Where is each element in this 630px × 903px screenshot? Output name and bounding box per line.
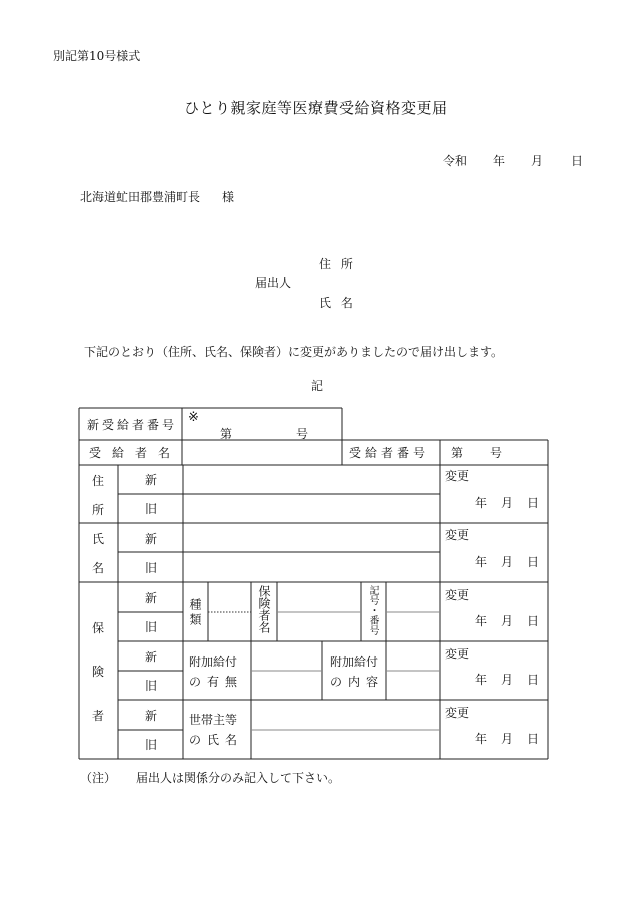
insurer-ymd-year-3: 年 [475, 732, 488, 746]
address-new-label: 新 [145, 473, 158, 487]
address-label-1: 住 [92, 474, 105, 488]
supplement-new-label: 新 [145, 650, 158, 664]
note-text: 届出人は関係分のみ記入して下さい。 [136, 771, 341, 785]
page-title: ひとり親家庭等医療費受給資格変更届 [184, 99, 448, 117]
name-ymd-month: 月 [501, 555, 514, 569]
applicant-name-label: 氏 名 [319, 296, 353, 310]
code-number-field[interactable] [387, 583, 439, 640]
household-new-label: 新 [145, 709, 158, 723]
recipient-number-label: 受給者番号 [349, 446, 430, 460]
insurer-label-1: 保 [92, 621, 105, 635]
address-new-field[interactable] [184, 466, 439, 493]
supplement-content-label-2: の内容 [330, 675, 385, 689]
insurer-ymd-day-1: 日 [527, 614, 540, 628]
number-dai: 第 [220, 427, 233, 441]
supplement-old-label: 旧 [145, 679, 158, 693]
kome-mark: ※ [188, 410, 199, 425]
household-head-new-field[interactable] [252, 701, 439, 729]
insurer-old-label: 旧 [145, 620, 158, 634]
supplement-content-label-1: 附加給付 [330, 655, 379, 669]
insurer-ymd-month-1: 月 [501, 614, 514, 628]
address-ymd-month: 月 [501, 496, 514, 510]
name-ymd-year: 年 [475, 555, 488, 569]
insurer-label-2: 険 [92, 665, 105, 679]
insurer-name-field[interactable] [278, 583, 360, 640]
name-old-field[interactable] [184, 553, 439, 581]
insurer-ymd-day-2: 日 [527, 673, 540, 687]
date-day: 日 [571, 154, 584, 168]
kind-field[interactable] [209, 583, 250, 640]
insurer-ymd-month-2: 月 [501, 673, 514, 687]
recipient-name-field[interactable] [184, 442, 340, 464]
kind-label: 種類 [188, 598, 202, 628]
insurer-henko-1: 変更 [445, 588, 470, 602]
address-label-2: 所 [92, 503, 105, 517]
insurer-ymd-month-3: 月 [501, 732, 514, 746]
number-go: 号 [296, 427, 309, 441]
household-head-label-2: の氏名 [189, 733, 244, 747]
new-recipient-number-field[interactable] [230, 420, 290, 438]
form-number: 別記第10号様式 [53, 49, 141, 63]
applicant-label: 届出人 [255, 276, 292, 290]
code-number-label: 記号・番号 [367, 585, 378, 635]
insurer-ymd-year-2: 年 [475, 673, 488, 687]
name-new-field[interactable] [184, 524, 439, 551]
address-ymd-year: 年 [475, 496, 488, 510]
insurer-henko-3: 変更 [445, 706, 470, 720]
name-ymd-day: 日 [527, 555, 540, 569]
household-head-label-1: 世帯主等 [189, 713, 238, 727]
addressee-honorific: 様 [222, 190, 235, 204]
address-henko: 変更 [445, 469, 470, 483]
insurer-new-label: 新 [145, 591, 158, 605]
address-ymd-day: 日 [527, 496, 540, 510]
addressee-name: 北海道虻田郡豊浦町長 [80, 190, 201, 204]
insurer-ymd-day-3: 日 [527, 732, 540, 746]
supplement-presence-label-2: の有無 [189, 675, 244, 689]
recipient-number-go: 号 [490, 446, 503, 460]
name-label-1: 氏 [92, 532, 105, 546]
address-old-field[interactable] [184, 495, 439, 522]
supplement-presence-field[interactable] [252, 642, 321, 699]
name-old-label: 旧 [145, 561, 158, 575]
insurer-label-3: 者 [92, 709, 105, 723]
household-head-old-field[interactable] [252, 731, 439, 758]
date-month: 月 [531, 154, 544, 168]
supplement-presence-label-1: 附加給付 [189, 655, 238, 669]
insurer-henko-2: 変更 [445, 647, 470, 661]
date-era: 令和 [443, 154, 468, 168]
statement: 下記のとおり（住所、氏名、保険者）に変更がありましたので届け出します。 [84, 345, 504, 359]
recipient-name-label: 受給者名 [89, 446, 182, 460]
new-recipient-number-label: 新受給者番号 [87, 418, 178, 432]
name-henko: 変更 [445, 528, 470, 542]
recipient-number-dai: 第 [451, 446, 464, 460]
note-prefix: （注） [80, 771, 117, 785]
household-old-label: 旧 [145, 738, 158, 752]
date-year: 年 [493, 154, 506, 168]
insurer-ymd-year-1: 年 [475, 614, 488, 628]
applicant-address-label: 住 所 [319, 257, 353, 271]
address-old-label: 旧 [145, 502, 158, 516]
supplement-content-field[interactable] [387, 642, 439, 699]
name-label-2: 名 [92, 561, 105, 575]
insured-name-label: 保険者名 [257, 585, 271, 633]
name-new-label: 新 [145, 532, 158, 546]
ki-label: 記 [311, 379, 324, 393]
